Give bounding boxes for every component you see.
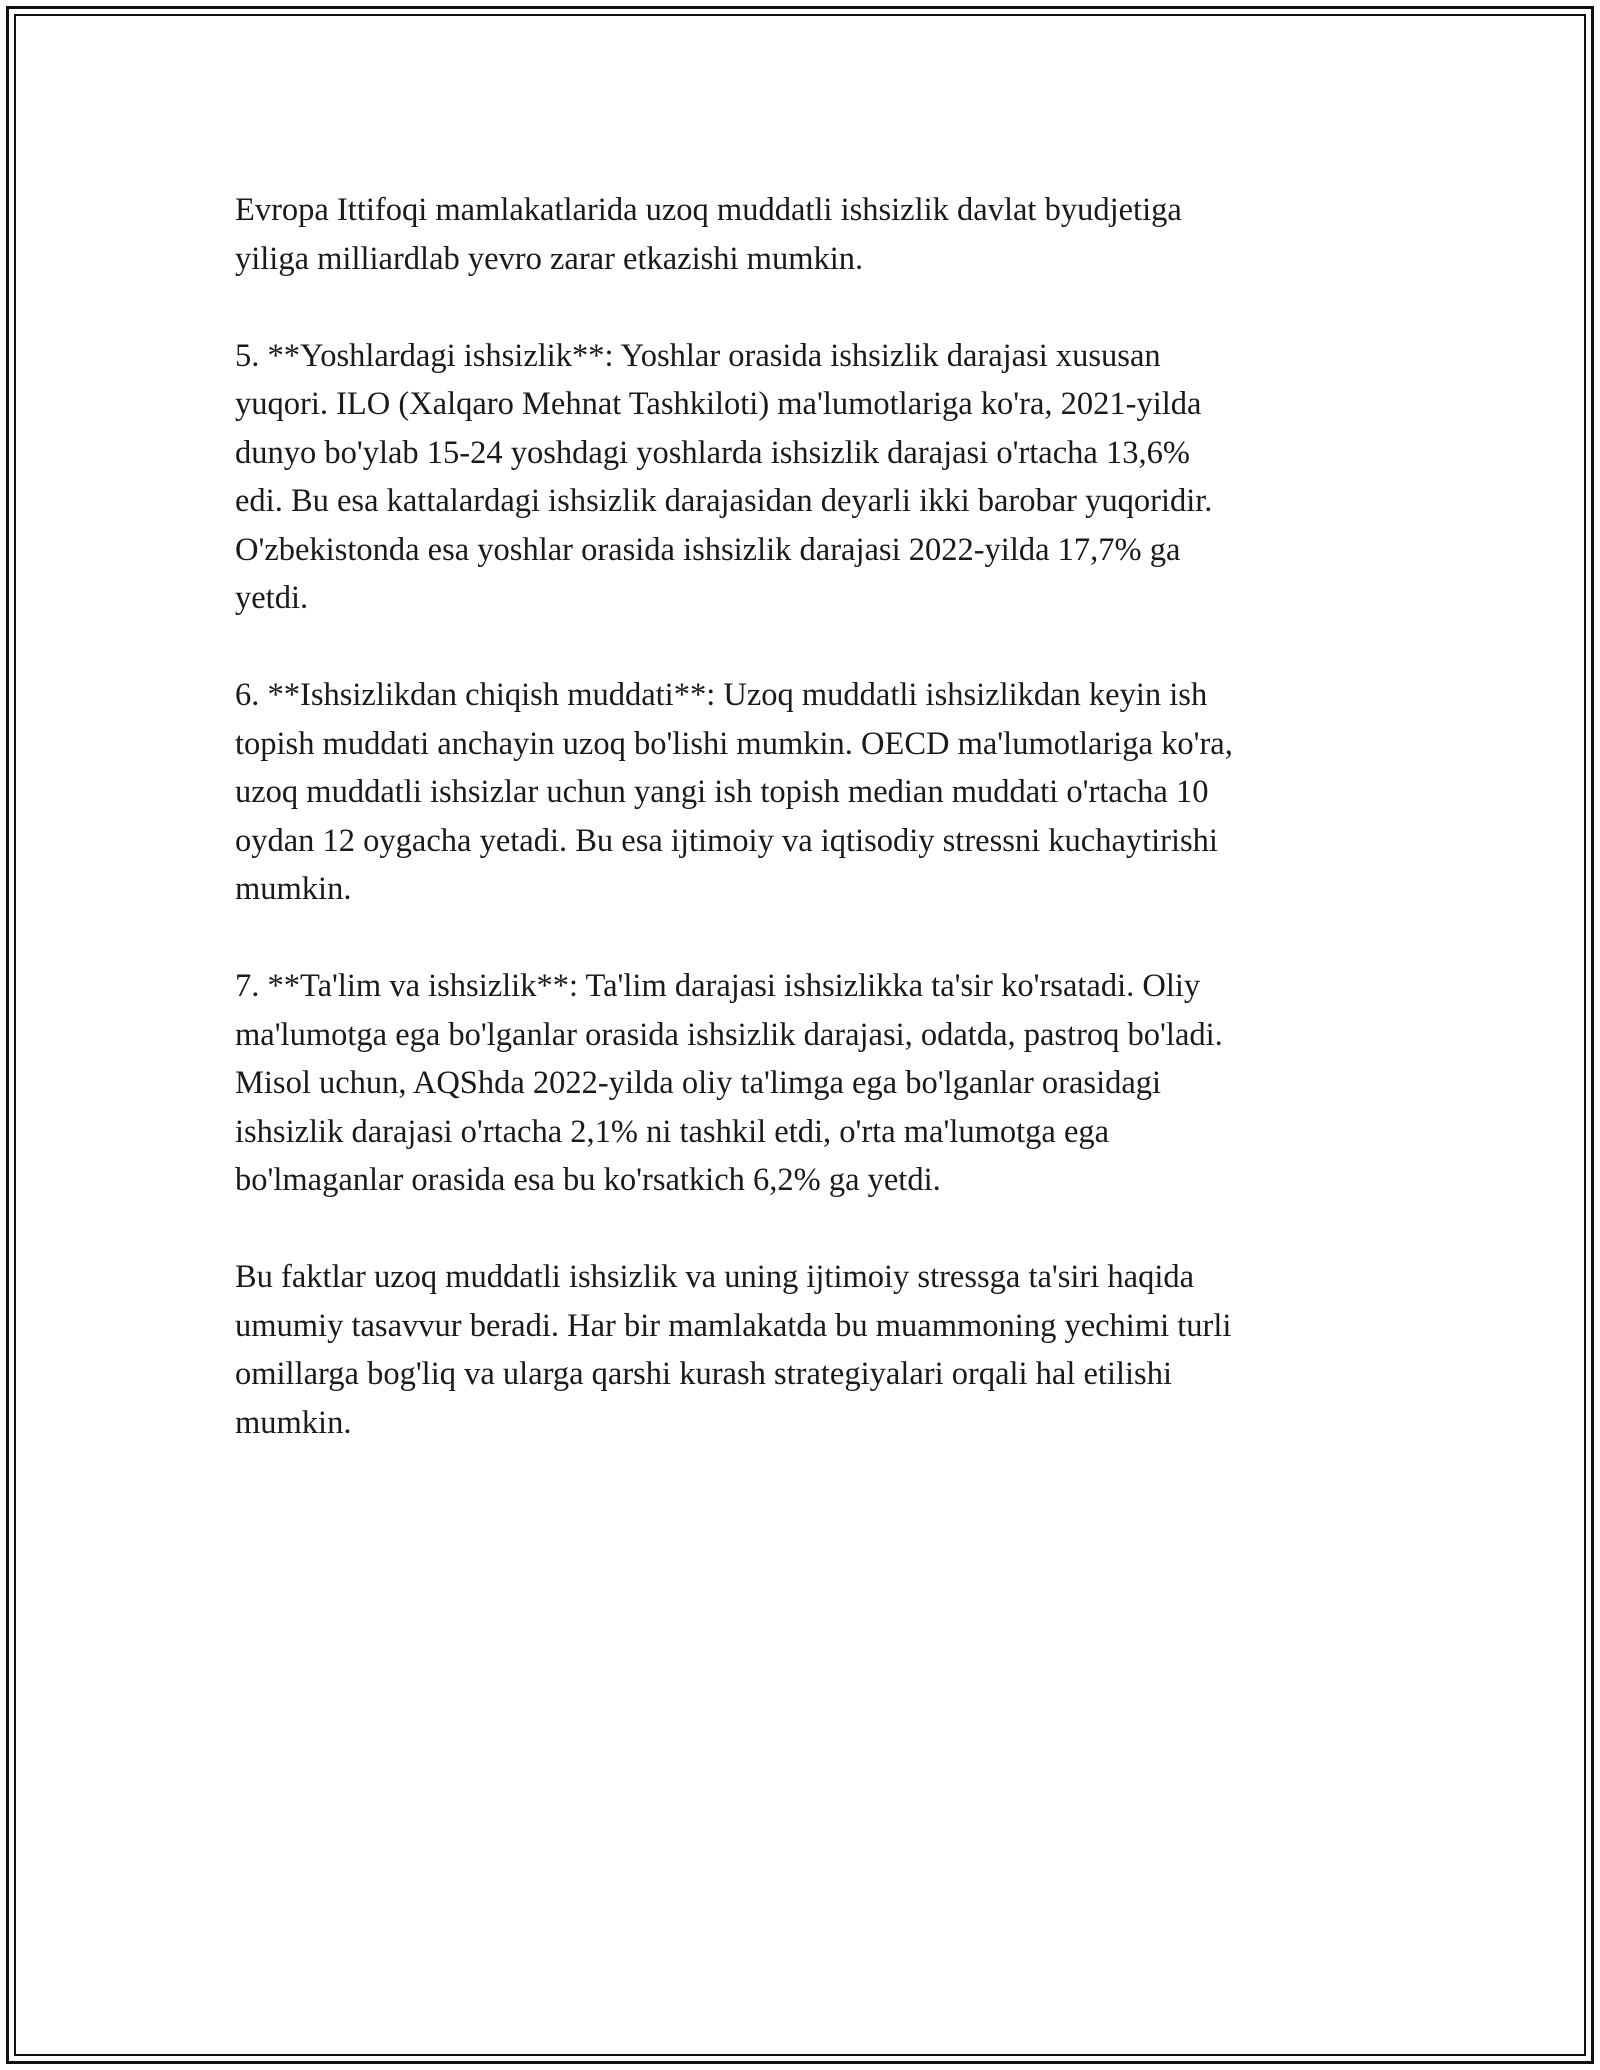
document-body <box>235 186 1415 1496</box>
paragraph-conclusion: Bu faktlar uzoq muddatli ishsizlik va uning ijtimoiy stressga ta'siri haqida umumiy tasavvur beradi. Har bir mamlakatda bu muammoning yechimi turli omillarga bog'liq va ularga qarshi kurash strategiyalari orqali hal etilishi mumkin. <box>235 1259 1232 1441</box>
paragraph-youth-unemployment: 5. **Yoshlardagi ishsizlik**: Yoshlar orasida ishsizlik darajasi xususan yuqori. ILO (Xalqaro Mehnat Tashkiloti) ma'lumotlariga ko'ra, 2021-yilda dunyo bo'ylab 15-24 yoshdagi yoshlarda ishsizlik darajasi o'rtacha 13,6% edi. Bu esa kattalardagi ishsizlik darajasidan deyarli ikki barobar yuqoridir. O'zbekistonda esa yoshlar orasida ishsizlik darajasi 2022-yilda 17,7% ga yetdi. <box>235 337 1213 616</box>
paragraph-intro: Evropa Ittifoqi mamlakatlarida uzoq muddatli ishsizlik davlat byudjetiga yiliga milliardlab yevro zarar etkazishi mumkin. <box>235 192 1182 277</box>
paragraph-exit-duration: 6. **Ishsizlikdan chiqish muddati**: Uzoq muddatli ishsizlikdan keyin ish topish muddati anchayin uzoq bo'lishi mumkin. OECD ma'lumotlariga ko'ra, uzoq muddatli ishsizlar uchun yangi ish topish median muddati o'rtacha 10 oydan 12 oygacha yetadi. Bu esa ijtimoiy va iqtisodiy stressni kuchaytirishi mumkin. <box>235 677 1233 907</box>
paragraph-education: 7. **Ta'lim va ishsizlik**: Ta'lim darajasi ishsizlikka ta'sir ko'rsatadi. Oliy ma'lumotga ega bo'lganlar orasida ishsizlik darajasi, odatda, pastroq bo'ladi. Misol uchun, AQShda 2022-yilda oliy ta'limga ega bo'lganlar orasidagi ishsizlik darajasi o'rtacha 2,1% ni tashkil etdi, o'rta ma'lumotga ega bo'lmaganlar orasida esa bu ko'rsatkich 6,2% ga yetdi. <box>235 968 1223 1198</box>
